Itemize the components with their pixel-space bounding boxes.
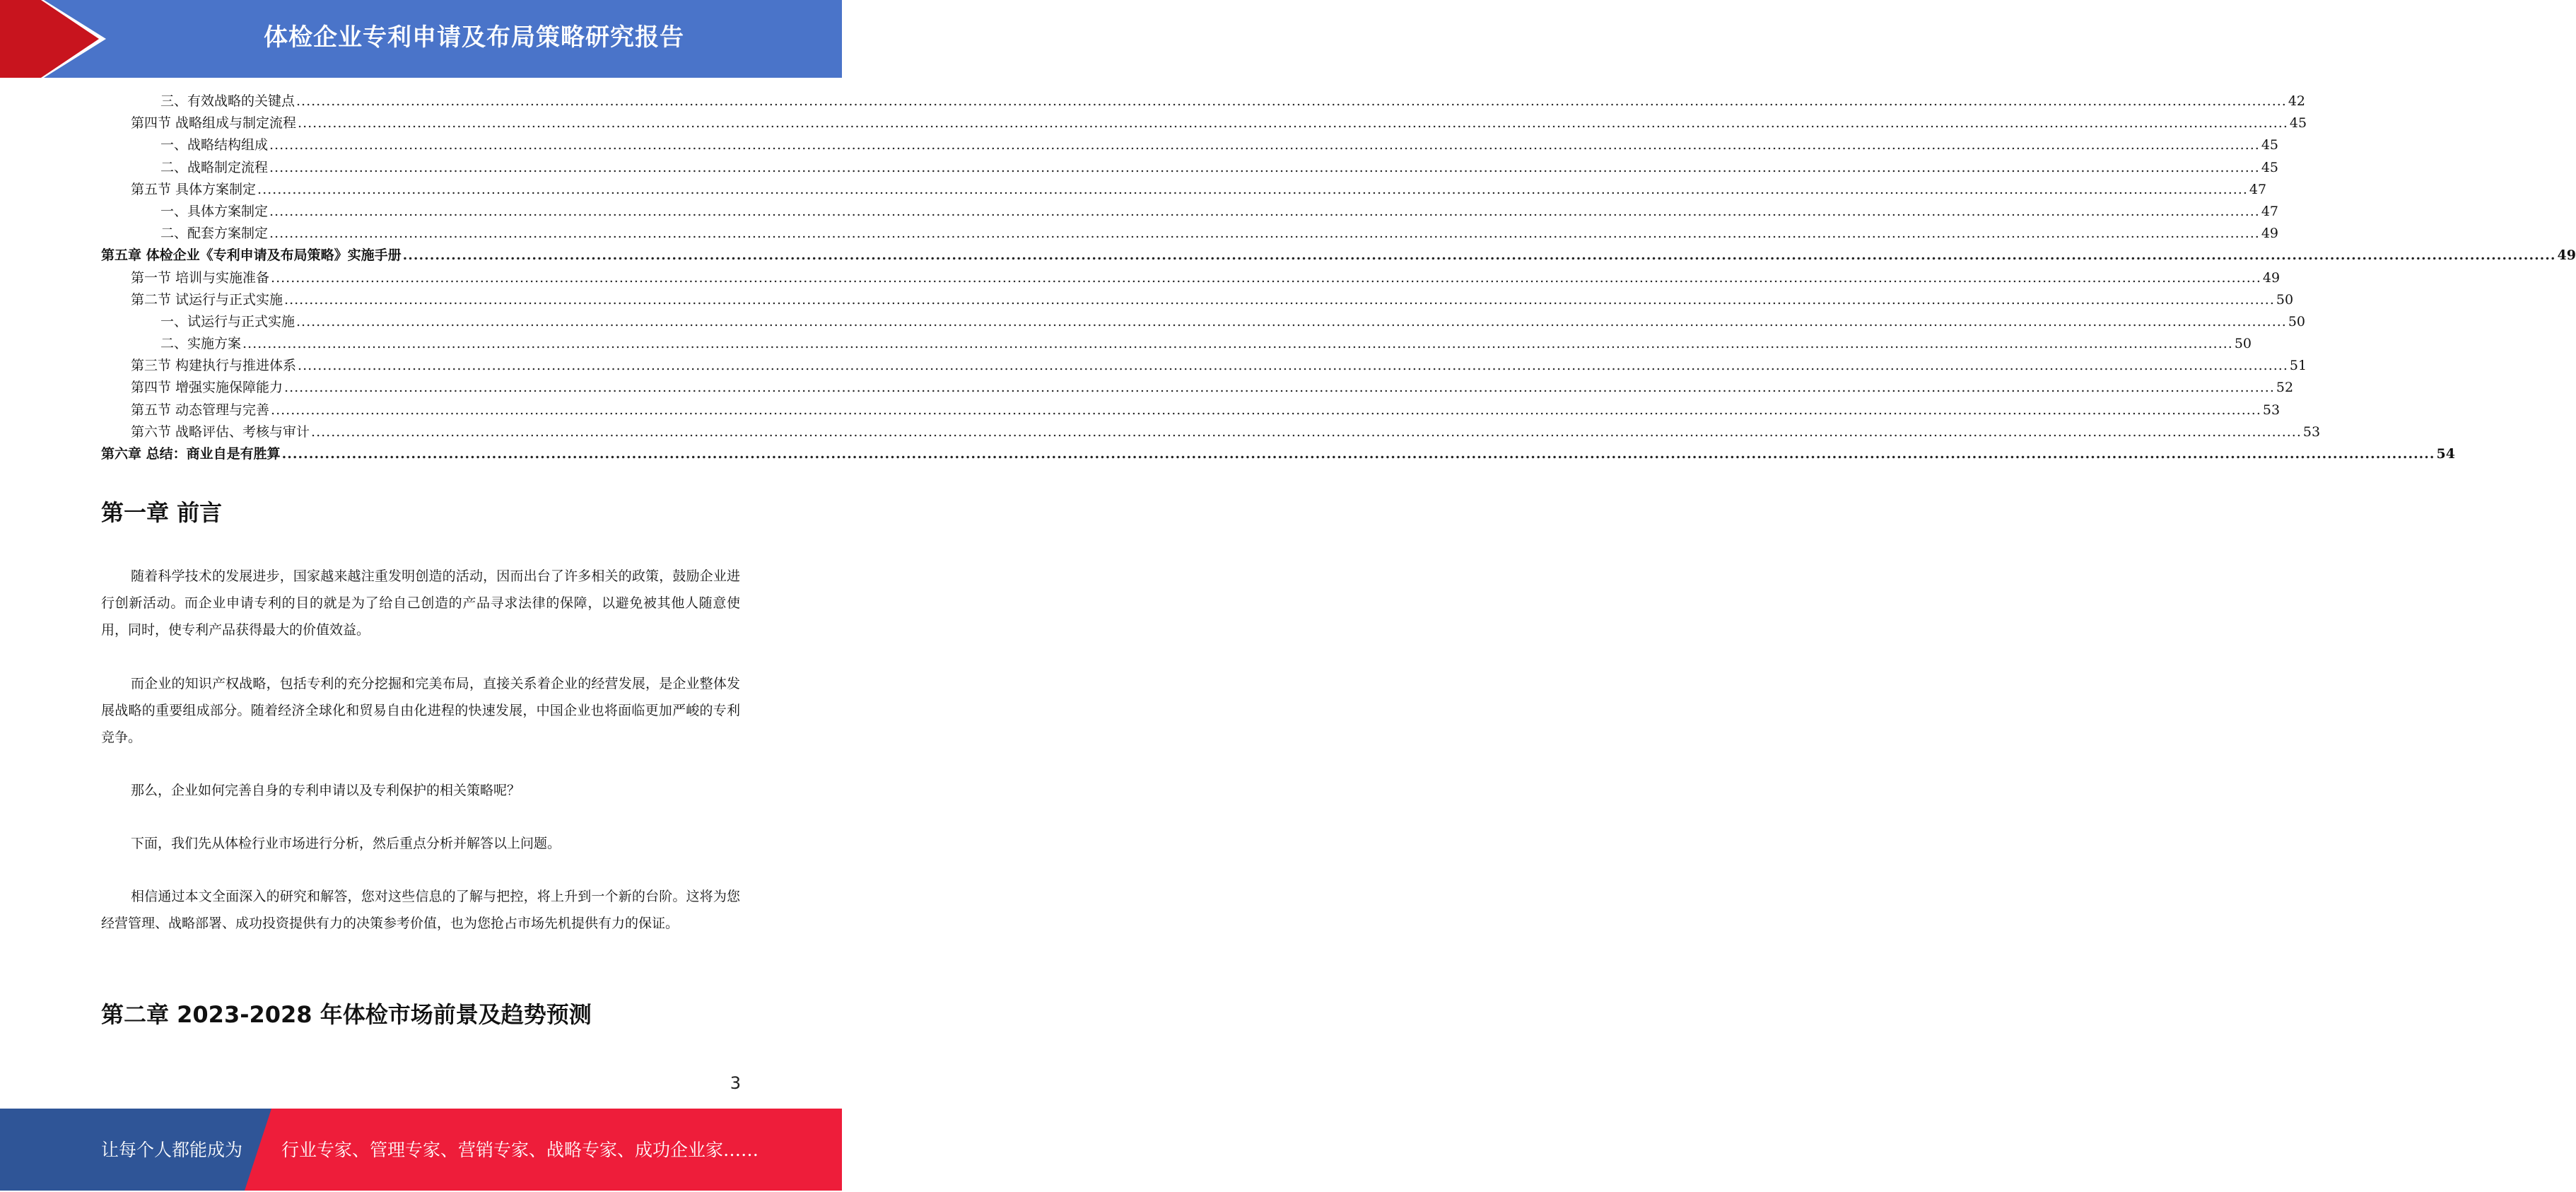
toc-entry-label: 第五节 具体方案制定 [131, 181, 257, 197]
toc-entry-page: 51 [2289, 358, 2307, 374]
toc-entry-page: 49 [2557, 247, 2576, 264]
toc-leader-dots: ................................................................................................................................................................................................................................................................................................................................................................................................................ [242, 336, 2233, 352]
toc-entry-label: 第六章 总结：商业自是有胜算 [101, 446, 281, 462]
toc-leader-dots: ................................................................................................................................................................................................................................................................................................................................................................................................................ [269, 159, 2260, 175]
toc-entry-label: 第五章 体检企业《专利申请及布局策略》实施手册 [101, 247, 402, 264]
toc-entry-page: 47 [2249, 181, 2267, 197]
toc-entry[interactable] [101, 443, 2455, 465]
toc-entry-page: 47 [2261, 203, 2279, 219]
toc-entry[interactable] [101, 112, 2307, 134]
toc-entry-page: 50 [2234, 336, 2252, 352]
footer-slogan-left: 让每个人都能成为 [101, 1140, 243, 1160]
toc-entry[interactable] [101, 333, 2252, 355]
toc-leader-dots: ................................................................................................................................................................................................................................................................................................................................................................................................................ [296, 93, 2287, 109]
toc-leader-dots: ................................................................................................................................................................................................................................................................................................................................................................................................................ [298, 358, 2288, 374]
toc-leader-dots: ................................................................................................................................................................................................................................................................................................................................................................................................................ [281, 446, 2435, 462]
toc-entry-label: 二、实施方案 [160, 336, 242, 352]
page-number: 3 [730, 1073, 741, 1093]
header-title: 体检企业专利申请及布局策略研究报告 [264, 23, 684, 52]
toc-entry-label: 第五节 动态管理与完善 [131, 402, 270, 418]
chapter1-paragraph-3: 那么，企业如何完善自身的专利申请以及专利保护的相关策略呢？ [131, 783, 521, 798]
toc-entry-label: 第六节 战略评估、考核与审计 [131, 423, 310, 440]
toc-leader-dots: ................................................................................................................................................................................................................................................................................................................................................................................................................ [311, 423, 2302, 440]
toc-leader-dots: ................................................................................................................................................................................................................................................................................................................................................................................................................ [269, 226, 2260, 242]
chapter1-paragraph-2: 而企业的知识产权战略，包括专利的充分挖掘和完美布局，直接关系着企业的经营发展，是企业整体发展战略的重要组成部分。随着经济全球化和贸易自由化进程的快速发展，中国企业也将面临更加严峻的专利竞争。 [101, 676, 740, 745]
toc-entry-label: 一、具体方案制定 [160, 203, 269, 219]
toc-entry[interactable] [101, 421, 2321, 443]
chapter2-heading: 第二章 2023-2028 年体检市场前景及趋势预测 [101, 1001, 592, 1028]
toc-entry[interactable] [101, 399, 2281, 421]
toc-leader-dots: ................................................................................................................................................................................................................................................................................................................................................................................................................ [284, 380, 2275, 396]
toc-entry[interactable] [101, 134, 2279, 156]
toc-entry-label: 第四节 增强实施保障能力 [131, 380, 283, 396]
toc-entry-page: 53 [2262, 402, 2281, 418]
toc-entry[interactable] [101, 201, 2279, 223]
toc-entry-page: 50 [2288, 313, 2306, 329]
chapter1-paragraph-4: 下面，我们先从体检行业市场进行分析，然后重点分析并解答以上问题。 [131, 836, 561, 851]
chapter1-paragraph-1: 随着科学技术的发展进步，国家越来越注重发明创造的活动，因而出台了许多相关的政策，鼓励企业进行创新活动。而企业申请专利的目的就是为了给自己创造的产品寻求法律的保障，以避免被其他人随意使用，同时，使专利产品获得最大的价值效益。 [101, 568, 740, 638]
toc-leader-dots: ................................................................................................................................................................................................................................................................................................................................................................................................................ [269, 203, 2260, 219]
toc-entry-label: 第二节 试运行与正式实施 [131, 291, 283, 308]
toc-entry[interactable] [101, 90, 2306, 112]
toc-entry-label: 三、有效战略的关键点 [160, 93, 295, 109]
table-of-contents [101, 90, 2576, 465]
toc-leader-dots: ................................................................................................................................................................................................................................................................................................................................................................................................................ [298, 115, 2288, 132]
toc-entry[interactable] [101, 289, 2294, 311]
toc-leader-dots: ................................................................................................................................................................................................................................................................................................................................................................................................................ [296, 313, 2287, 329]
toc-entry[interactable] [101, 157, 2279, 179]
toc-entry-page: 50 [2276, 291, 2294, 308]
toc-leader-dots: ................................................................................................................................................................................................................................................................................................................................................................................................................ [402, 247, 2556, 264]
toc-entry-page: 45 [2261, 159, 2279, 175]
toc-entry-label: 一、试运行与正式实施 [160, 313, 295, 329]
toc-entry-page: 49 [2261, 226, 2279, 242]
toc-leader-dots: ................................................................................................................................................................................................................................................................................................................................................................................................................ [271, 269, 2261, 286]
toc-entry[interactable] [101, 377, 2294, 399]
footer-slogan-right: 行业专家、管理专家、营销专家、战略专家、成功企业家…… [281, 1140, 759, 1160]
footer-banner [0, 1109, 842, 1191]
toc-entry-label: 二、战略制定流程 [160, 159, 269, 175]
toc-leader-dots: ................................................................................................................................................................................................................................................................................................................................................................................................................ [271, 402, 2261, 418]
chapter1-heading: 第一章 前言 [101, 499, 223, 526]
toc-entry-page: 45 [2289, 115, 2307, 132]
chapter1-paragraph-5: 相信通过本文全面深入的研究和解答，您对这些信息的了解与把控，将上升到一个新的台阶。这将为您经营管理、战略部署、成功投资提供有力的决策参考价值，也为您抢占市场先机提供有力的保证。 [101, 889, 740, 931]
toc-entry[interactable] [101, 223, 2279, 245]
toc-entry[interactable] [101, 245, 2576, 267]
header-banner [0, 0, 842, 78]
toc-entry-page: 52 [2276, 380, 2294, 396]
toc-leader-dots: ................................................................................................................................................................................................................................................................................................................................................................................................................ [284, 291, 2275, 308]
toc-leader-dots: ................................................................................................................................................................................................................................................................................................................................................................................................................ [269, 137, 2260, 153]
toc-entry-label: 二、配套方案制定 [160, 226, 269, 242]
toc-entry-page: 45 [2261, 137, 2279, 153]
toc-entry-label: 一、战略结构组成 [160, 137, 269, 153]
toc-entry-label: 第四节 战略组成与制定流程 [131, 115, 297, 132]
toc-entry[interactable] [101, 267, 2281, 289]
toc-entry[interactable] [101, 355, 2307, 377]
toc-entry-page: 53 [2302, 423, 2321, 440]
toc-entry[interactable] [101, 311, 2306, 333]
toc-entry-label: 第三节 构建执行与推进体系 [131, 358, 297, 374]
toc-entry-page: 54 [2436, 446, 2455, 462]
toc-entry-page: 42 [2288, 93, 2306, 109]
toc-entry[interactable] [101, 179, 2267, 201]
toc-entry-page: 49 [2262, 269, 2281, 286]
toc-entry-label: 第一节 培训与实施准备 [131, 269, 270, 286]
toc-leader-dots: ................................................................................................................................................................................................................................................................................................................................................................................................................ [257, 181, 2248, 197]
